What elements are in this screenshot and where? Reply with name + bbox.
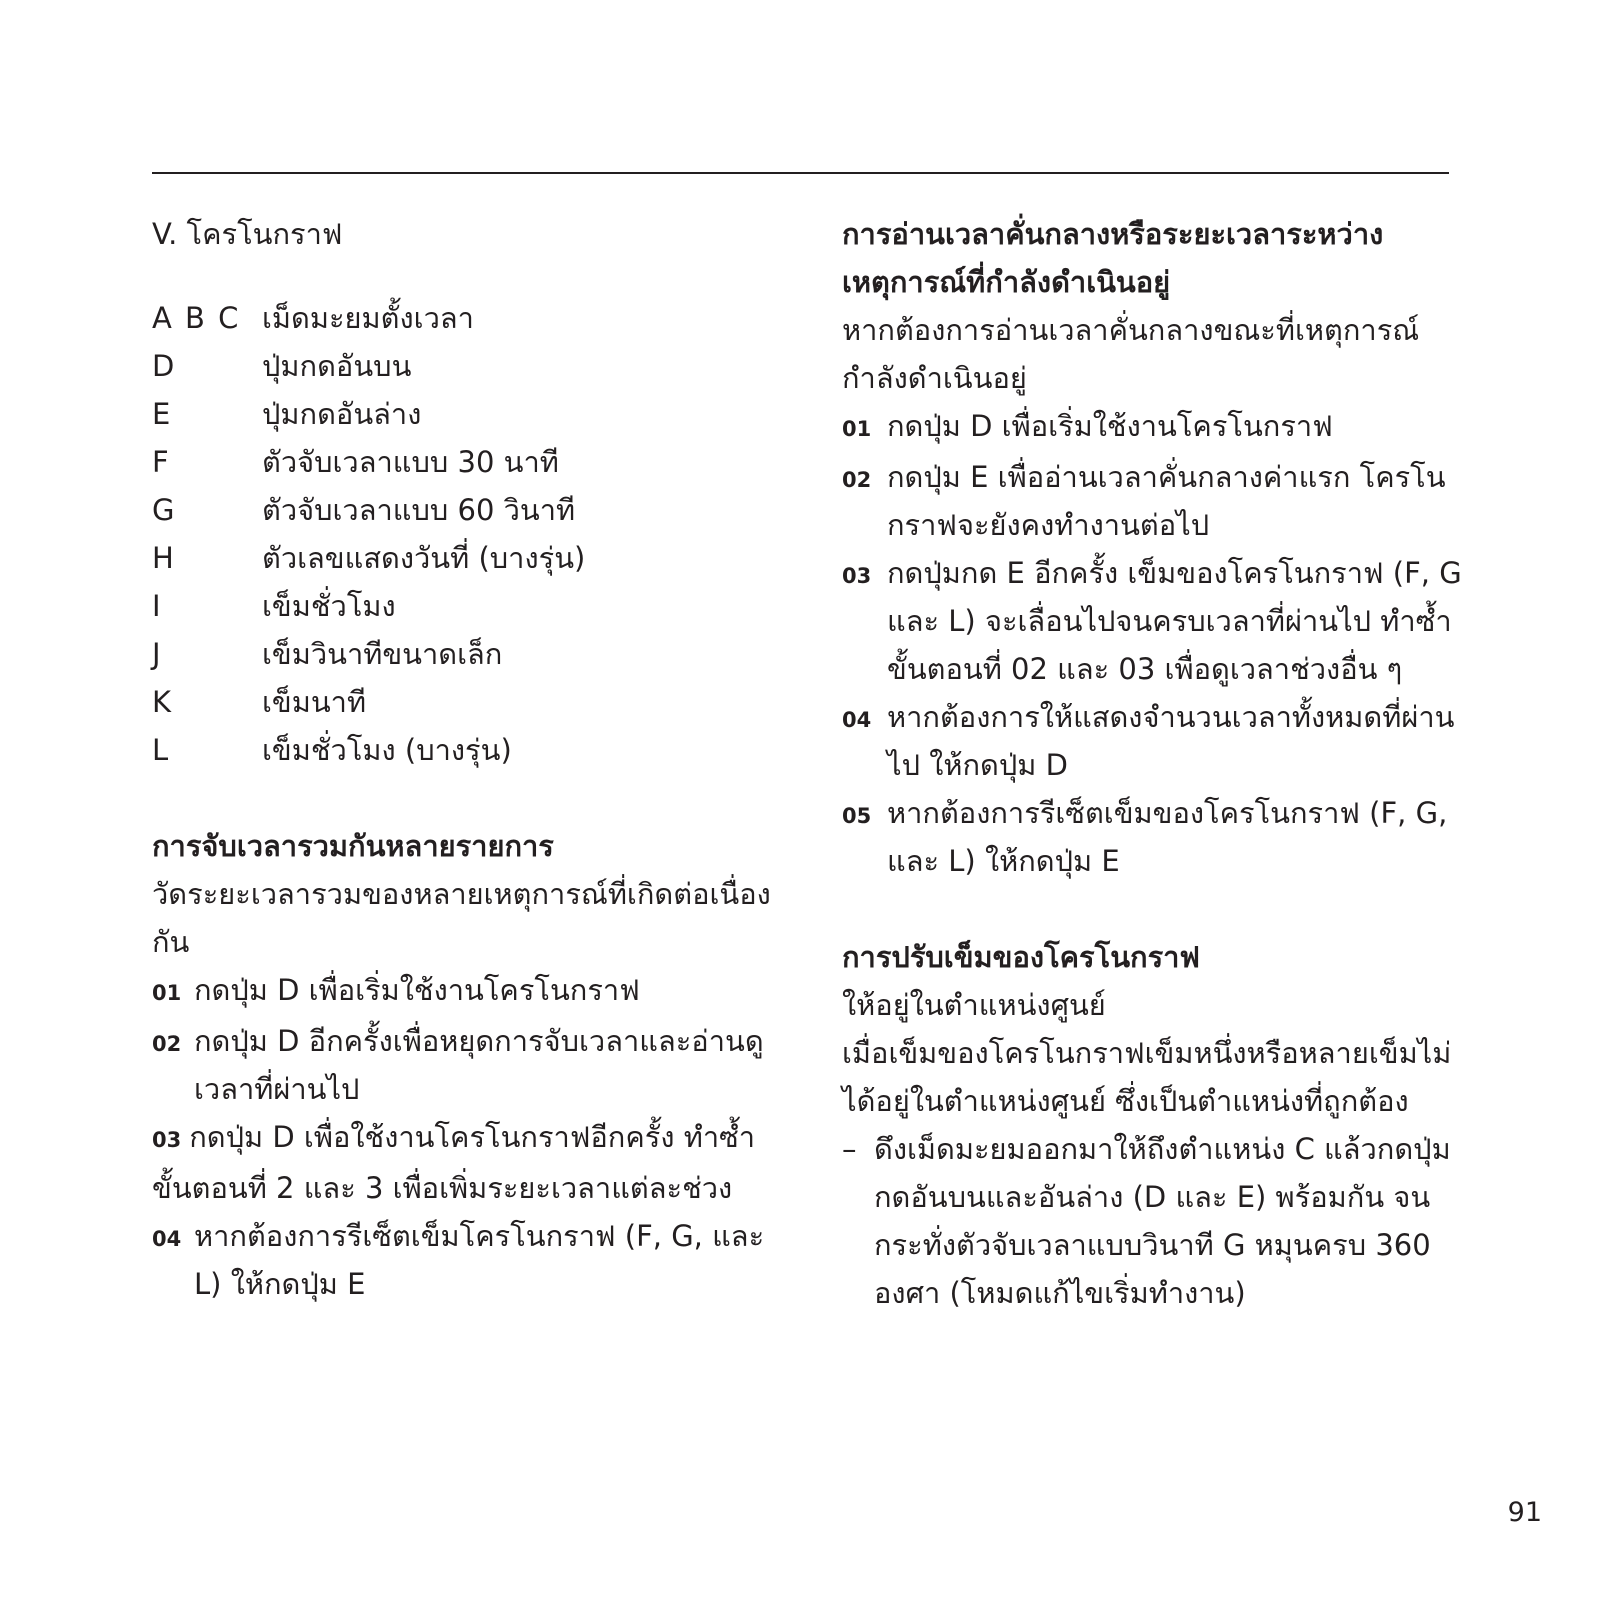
section-title: V. โครโนกราฟ <box>152 217 343 251</box>
step-text: กดปุ่ม D เพื่อเริ่มใช้งานโครโนกราฟ <box>194 973 640 1007</box>
bullet-text: ดึงเม็ดมะยมออกมาให้ถึงตำแหน่ง C แล้วกดปุ่มกดอันบนและอันล่าง (D และ E) พร้อมกัน จนกระทั่งตัวจับเวลาแบบวินาที G หมุนครบ 360 องศา (โหมดแก้ไขเริ่มทำงาน) <box>874 1132 1451 1310</box>
dash-bullet: – <box>842 1132 857 1166</box>
reset-heading: การปรับเข็มของโครโนกราฟ <box>842 940 1200 974</box>
legend-row <box>152 294 792 342</box>
step-text: กดปุ่มกด E อีกครั้ง เข็มของโครโนกราฟ (F, G และ L) จะเลื่อนไปจนครบเวลาที่ผ่านไป ทำซ้ำขั้นตอนที่ 02 และ 03 เพื่อดูเวลาช่วงอื่น ๆ <box>887 556 1462 686</box>
intermediate-heading: การอ่านเวลาคั่นกลางหรือระยะเวลาระหว่างเหตุการณ์ที่กำลังดำเนินอยู่ <box>842 217 1384 299</box>
legend-row <box>152 678 792 726</box>
cumulative-intro: วัดระยะเวลารวมของหลายเหตุการณ์ที่เกิดต่อเนื่องกัน <box>152 877 771 959</box>
step-text: หากต้องการรีเซ็ตเข็มโครโนกราฟ (F, G, และ L) ให้กดปุ่ม E <box>194 1219 765 1301</box>
legend-key: J <box>152 637 163 671</box>
legend-row <box>152 438 792 486</box>
legend-row <box>152 534 792 582</box>
legend-label: เข็มนาที <box>262 685 367 719</box>
legend-row <box>152 630 792 678</box>
step-item <box>842 549 1462 693</box>
step-number: 03 <box>152 1128 182 1152</box>
legend-key: L <box>152 733 171 767</box>
step-item <box>152 1212 792 1308</box>
step-text: กดปุ่ม D เพื่อเริ่มใช้งานโครโนกราฟ <box>887 409 1333 443</box>
legend-label: เข็มวินาทีขนาดเล็ก <box>262 637 503 671</box>
step-item <box>842 453 1462 549</box>
cumulative-heading: การจับเวลารวมกันหลายรายการ <box>152 829 554 863</box>
legend-row <box>152 486 792 534</box>
step-number: 05 <box>842 804 872 828</box>
legend-key: E <box>152 397 173 431</box>
intermediate-intro: หากต้องการอ่านเวลาคั่นกลางขณะที่เหตุการณ์กำลังดำเนินอยู่ <box>842 313 1420 395</box>
legend-list <box>152 294 792 774</box>
step-text: กดปุ่ม E เพื่ออ่านเวลาคั่นกลางค่าแรก โครโนกราฟจะยังคงทำงานต่อไป <box>887 460 1446 542</box>
step-number: 02 <box>152 1032 182 1056</box>
legend-label: ปุ่มกดอันบน <box>262 349 412 383</box>
legend-key: A B C <box>152 301 241 335</box>
step-number: 02 <box>842 468 872 492</box>
legend-key: H <box>152 541 176 575</box>
legend-label: ตัวจับเวลาแบบ 30 นาที <box>262 445 559 479</box>
legend-key: I <box>152 589 163 623</box>
step-item <box>842 402 1462 453</box>
step-item <box>842 789 1462 885</box>
step-number: 01 <box>842 417 872 441</box>
legend-label: เข็มชั่วโมง (บางรุ่น) <box>262 733 512 767</box>
step-text: กดปุ่ม D เพื่อใช้งานโครโนกราฟอีกครั้ง ทำซ้ำขั้นตอนที่ 2 และ 3 เพื่อเพิ่มระยะเวลาแต่ละช่วง <box>152 1120 756 1205</box>
left-column <box>152 210 792 1308</box>
step-text: หากต้องการรีเซ็ตเข็มของโครโนกราฟ (F, G, และ L) ให้กดปุ่ม E <box>887 796 1448 878</box>
step-item <box>152 1113 792 1212</box>
reset-intro-1: ให้อยู่ในตำแหน่งศูนย์ <box>842 988 1106 1022</box>
legend-row <box>152 582 792 630</box>
legend-key: F <box>152 445 171 479</box>
top-rule <box>152 172 1449 174</box>
legend-row <box>152 342 792 390</box>
legend-label: ตัวจับเวลาแบบ 60 วินาที <box>262 493 576 527</box>
bullet-item <box>842 1125 1462 1317</box>
legend-row <box>152 390 792 438</box>
legend-row <box>152 726 792 774</box>
step-text: กดปุ่ม D อีกครั้งเพื่อหยุดการจับเวลาและอ่านดูเวลาที่ผ่านไป <box>194 1024 764 1106</box>
legend-key: K <box>152 685 174 719</box>
legend-key: G <box>152 493 177 527</box>
reset-section <box>842 933 1462 1317</box>
step-number: 01 <box>152 981 182 1005</box>
legend-label: เม็ดมะยมตั้งเวลา <box>262 301 474 335</box>
legend-label: ปุ่มกดอันล่าง <box>262 397 422 431</box>
step-number: 04 <box>842 708 872 732</box>
page-number: 91 <box>1507 1497 1542 1528</box>
legend-label: ตัวเลขแสดงวันที่ (บางรุ่น) <box>262 541 586 575</box>
step-number: 04 <box>152 1227 182 1251</box>
right-column <box>842 210 1462 1317</box>
legend-key: D <box>152 349 177 383</box>
cumulative-section <box>152 822 792 1308</box>
step-item <box>842 693 1462 789</box>
reset-intro-2: เมื่อเข็มของโครโนกราฟเข็มหนึ่งหรือหลายเข็มไม่ได้อยู่ในตำแหน่งศูนย์ ซึ่งเป็นตำแหน่งที่ถูกต้อง <box>842 1036 1452 1118</box>
step-text: หากต้องการให้แสดงจำนวนเวลาทั้งหมดที่ผ่านไป ให้กดปุ่ม D <box>887 700 1455 782</box>
legend-label: เข็มชั่วโมง <box>262 589 396 623</box>
step-number: 03 <box>842 564 872 588</box>
intermediate-section <box>842 210 1462 885</box>
step-item <box>152 1017 792 1113</box>
step-item <box>152 966 792 1017</box>
